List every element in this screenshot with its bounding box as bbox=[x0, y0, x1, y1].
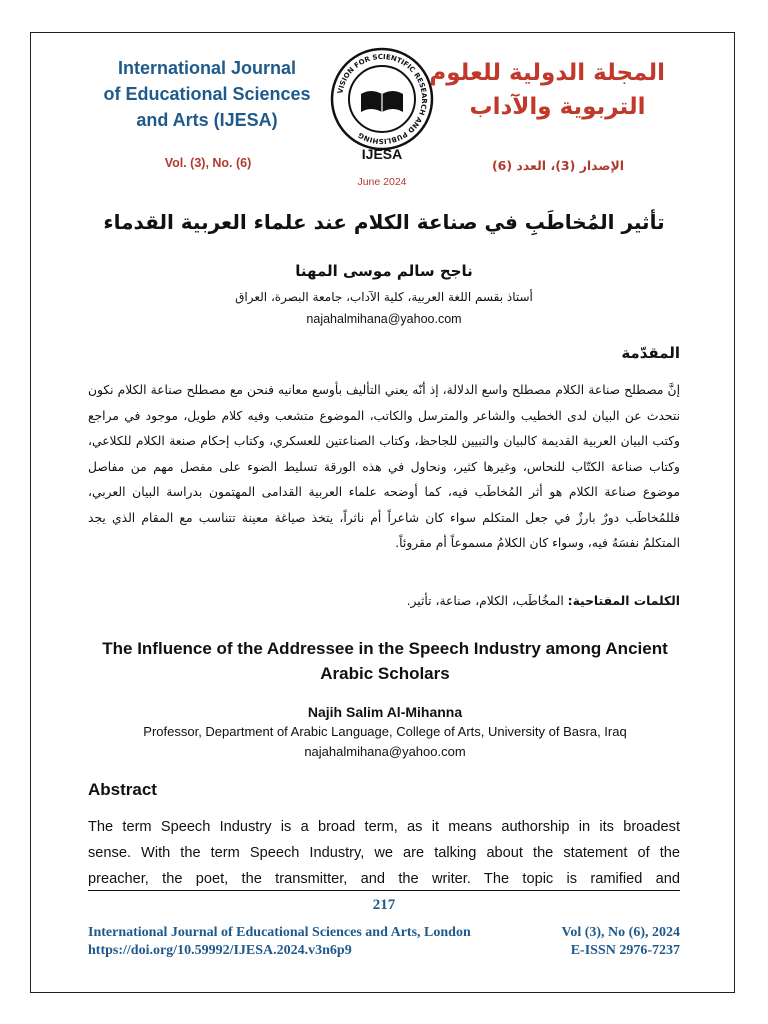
author-email-ar[interactable]: najahalmihana@yahoo.com bbox=[306, 312, 462, 326]
keywords-ar bbox=[88, 594, 680, 608]
journal-name-en-line-1: International Journal bbox=[117, 58, 297, 78]
abstract-line: The term Speech Industry is a broad term, as it means authorship in its broadest bbox=[88, 819, 680, 835]
article-title-en: The Influence of the Addressee in the Speech Industry among Ancient Arabic Scholars bbox=[102, 639, 668, 683]
author-name-en: Najih Salim Al-Mihanna bbox=[307, 704, 463, 720]
keywords-list: المخُاطَب، الكلام، صناعة، تأثير. bbox=[406, 594, 568, 608]
issue-date: June 2024 bbox=[357, 176, 407, 188]
author-name-ar: ناجح سالم موسى المهنا bbox=[295, 262, 473, 280]
footer-issn: E-ISSN 2976-7237 bbox=[570, 943, 680, 958]
article-title-ar: تأثير المُخاطَبِ في صناعة الكلام عند علماء العربية القدماء bbox=[103, 210, 665, 234]
journal-name-ar-line-2: التربوية والآداب bbox=[469, 94, 646, 120]
keywords-label: الكلمات المفتاحية: bbox=[567, 594, 680, 608]
intro-body: إنَّ مصطلح صناعة الكلام مصطلح واسع الدلالة، إذ أنّه يعني التأليف بأوسع معانيه فنحن مع مصطلح صناعة الكلام نكون نتحدث عن البيان لدى الخطيب والشاعر والمترسل والكاتب، الموضوع متشعب وفيه كلام طويل، موجود في مراجع وكتب البيان العربية القديمة كالبيان والتبيين للجاحظ، وكتاب الصناعتين للعسكري، وكتاب إحكام صنعة الكلام للكلاعي، وكتاب صناعة الكتّاب للنحاس، وغيرها كثير، ونحاول في هذه الورقة تسليط الضوء على مفصل مهم من مفاصل موضوع صناعة الكلام هو أثر المُخاطَب فيه، كما أوضحه علماء العربية القدامى المهتمون بدراسة البيان العربي، فللمُخاطَب دورٌ بارزٌ في جعل المتكلم سواء كان شاعراً أم ناثراً، يتخذ صياغة معينة تتناسب مع المقام الذي يجد المتكلمُ نفسَهُ فيه، وسواء كان الكلامُ مسموعاً أم مقروئاً. bbox=[88, 383, 680, 550]
volume-ar: الإصدار (3)، العدد (6) bbox=[491, 158, 625, 173]
footer-journal-name: International Journal of Educational Sciences and Arts, London bbox=[88, 925, 471, 940]
affiliation-en: Professor, Department of Arabic Language, College of Arts, University of Basra, Iraq bbox=[143, 724, 627, 739]
footer-doi-link[interactable]: https://doi.org/10.59992/IJESA.2024.v3n6p9 bbox=[88, 943, 352, 958]
journal-name-en-line-3: and Arts (IJESA) bbox=[136, 110, 278, 130]
journal-logo-icon bbox=[327, 44, 437, 154]
page-number: 217 bbox=[372, 897, 396, 913]
journal-name-en bbox=[92, 55, 322, 133]
logo-ring-text: VISION FOR SCIENTIFIC RESEARCH AND PUBLISHING bbox=[336, 52, 429, 146]
author-email-en[interactable]: najahalmihana@yahoo.com bbox=[304, 744, 466, 759]
affiliation-ar: أستاذ بقسم اللغة العربية، كلية الآداب، جامعة البصرة، العراق bbox=[235, 290, 533, 304]
footer-divider bbox=[88, 890, 680, 891]
abstract-line: sense. With the term Speech Industry, we are talking about the statement of the bbox=[88, 845, 680, 861]
abstract-heading: Abstract bbox=[88, 780, 157, 799]
logo-name: IJESA bbox=[361, 146, 403, 162]
journal-name-ar-line-1: المجلة الدولية للعلوم bbox=[429, 60, 665, 86]
footer-volume: Vol (3), No (6), 2024 bbox=[561, 925, 680, 940]
journal-name-en-line-2: of Educational Sciences bbox=[103, 84, 311, 104]
footer-left bbox=[88, 924, 528, 960]
volume-en: Vol. (3), No. (6) bbox=[164, 156, 252, 170]
abstract-body bbox=[88, 814, 680, 892]
footer-right bbox=[500, 924, 680, 960]
abstract-line: preacher, the poet, the transmitter, and the writer. The topic is ramified and bbox=[88, 871, 680, 887]
intro-heading: المقدّمة bbox=[621, 344, 680, 362]
journal-name-ar bbox=[429, 56, 665, 124]
